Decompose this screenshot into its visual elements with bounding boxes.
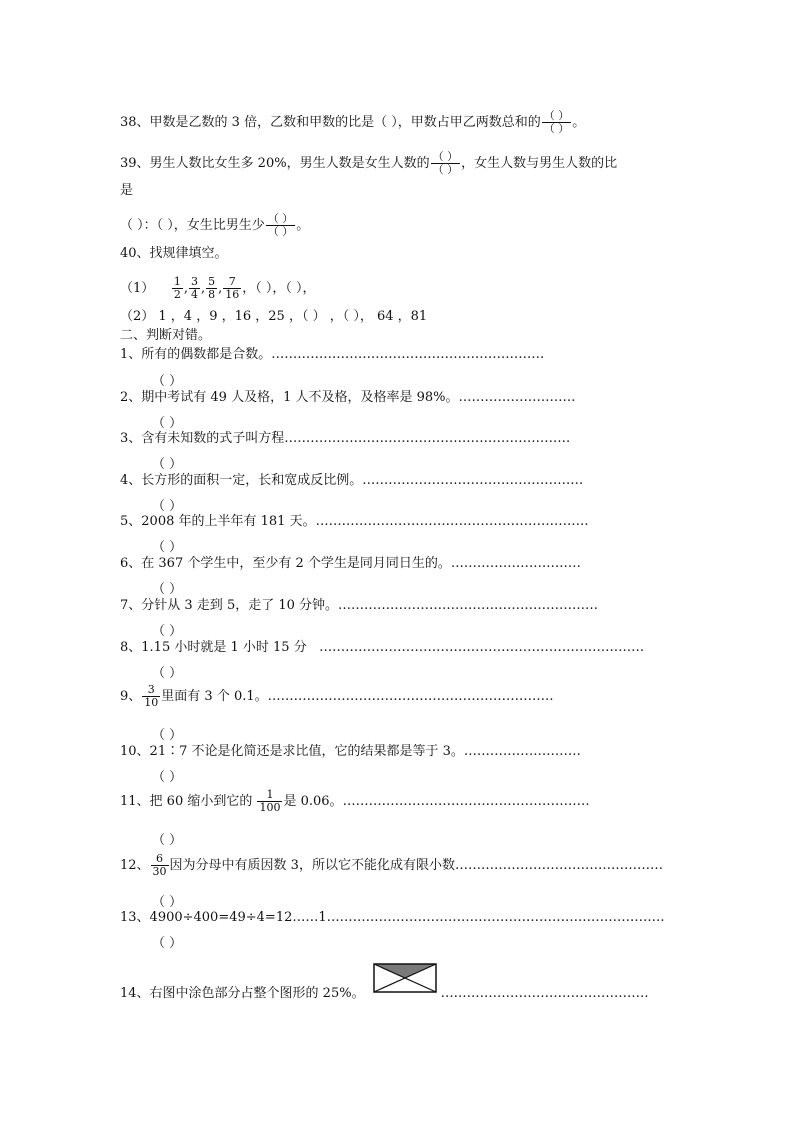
question-39-continued: 是: [120, 183, 134, 198]
judge-item-7: 7、分针从 3 走到 5，走了 10 分钟。……………………………………………………: [120, 598, 599, 613]
fraction: $\frac{7}{16}$: [225, 275, 240, 301]
fraction: $\frac{( )}{( )}$: [543, 109, 570, 135]
fraction: $\frac{5}{8}$: [208, 275, 216, 301]
question-38: 38、甲数是乙数的 3 倍，乙数和甲数的比是（ ），甲数占甲乙两数总和的 $\frac{( )}{( )}$ 。: [120, 109, 586, 135]
question-40-part1: （1） $\frac{1}{2}$ , $\frac{3}{4}$ , $\frac{5}{8}$ , $\frac{7}{16}$ ，（ ），（ ），: [120, 275, 316, 301]
judge-item-3: 3、含有未知数的式子叫方程…………………………………………………………: [120, 431, 571, 446]
question-39-line3: （ ）：（ ），女生比男生少 $\frac{( )}{( )}$ 。: [120, 212, 310, 238]
answer-blank[interactable]: （ ）: [152, 540, 183, 555]
answer-blank[interactable]: （ ）: [152, 728, 183, 743]
judge-item-13: 13、4900÷400=49÷4=12……1……………………………………………………………………: [120, 910, 665, 925]
fraction: $\frac{1}{100}$: [259, 788, 281, 814]
fraction: $\frac{6}{30}$: [152, 852, 167, 878]
judge-item-2: 2、期中考试有 49 人及格，1 人不及格，及格率是 98%。………………………: [120, 390, 576, 405]
answer-blank[interactable]: （ ）: [152, 457, 183, 472]
shaded-triangle: [374, 964, 436, 978]
question-40: 40、找规律填空。: [120, 246, 228, 261]
answer-blank[interactable]: （ ）: [152, 666, 183, 681]
judge-item-5: 5、2008 年的上半年有 181 天。………………………………………………………: [120, 514, 589, 529]
fraction: $\frac{( )}{( )}$: [267, 212, 294, 238]
section-title: 二、判断对错。: [120, 328, 212, 343]
answer-blank[interactable]: （ ）: [152, 770, 183, 785]
judge-item-11: 11、把 60 缩小到它的 $\frac{1}{100}$ 是 0.06。…………………………………………………: [120, 788, 590, 814]
answer-blank[interactable]: （ ）: [152, 936, 183, 951]
judge-item-6: 6、在 367 个学生中，至少有 2 个学生是同月同日生的。…………………………: [120, 556, 581, 571]
fraction: $\frac{3}{10}$: [144, 683, 159, 709]
fraction: $\frac{( )}{( )}$: [432, 150, 459, 176]
judge-item-1: 1、所有的偶数都是合数。………………………………………………………: [120, 347, 545, 362]
judge-item-10: 10、21∶7 不论是化简还是求比值，它的结果都是等于 3。………………………: [120, 744, 581, 759]
judge-item-8: 8、1.15 小时就是 1 小时 15 分 …………………………………………………………………: [120, 640, 645, 655]
answer-blank[interactable]: （ ）: [152, 895, 183, 910]
fraction: $\frac{3}{4}$: [190, 275, 198, 301]
judge-item-9: 9、 $\frac{3}{10}$ 里面有 3 个 0.1。…………………………………………………………: [120, 683, 554, 709]
judge-item-14: 14、右图中涂色部分占整个图形的 25%。 …………………………………………: [120, 986, 649, 1001]
answer-blank[interactable]: （ ）: [152, 416, 183, 431]
judge-item-12: 12、 $\frac{6}{30}$ 因为分母中有质因数 3，所以它不能化成有限小数…………………………………………: [120, 852, 663, 878]
answer-blank[interactable]: （ ）: [152, 833, 183, 848]
question-39: 39、男生人数比女生多 20%，男生人数是女生人数的 $\frac{( )}{( )}$ ，女生人数与男生人数的比: [120, 150, 618, 176]
question-40-part2: （2） 1 ，4 ，9 ，16 ，25 ，（ ） ，（ ）， 64 ，81: [120, 309, 428, 324]
fraction: $\frac{1}{2}$: [173, 275, 181, 301]
answer-blank[interactable]: （ ）: [152, 374, 183, 389]
judge-item-4: 4、长方形的面积一定，长和宽成反比例。……………………………………………: [120, 473, 584, 488]
answer-blank[interactable]: （ ）: [152, 582, 183, 597]
shaded-rectangle-figure: [373, 963, 437, 993]
answer-blank[interactable]: （ ）: [152, 624, 183, 639]
answer-blank[interactable]: （ ）: [152, 499, 183, 514]
